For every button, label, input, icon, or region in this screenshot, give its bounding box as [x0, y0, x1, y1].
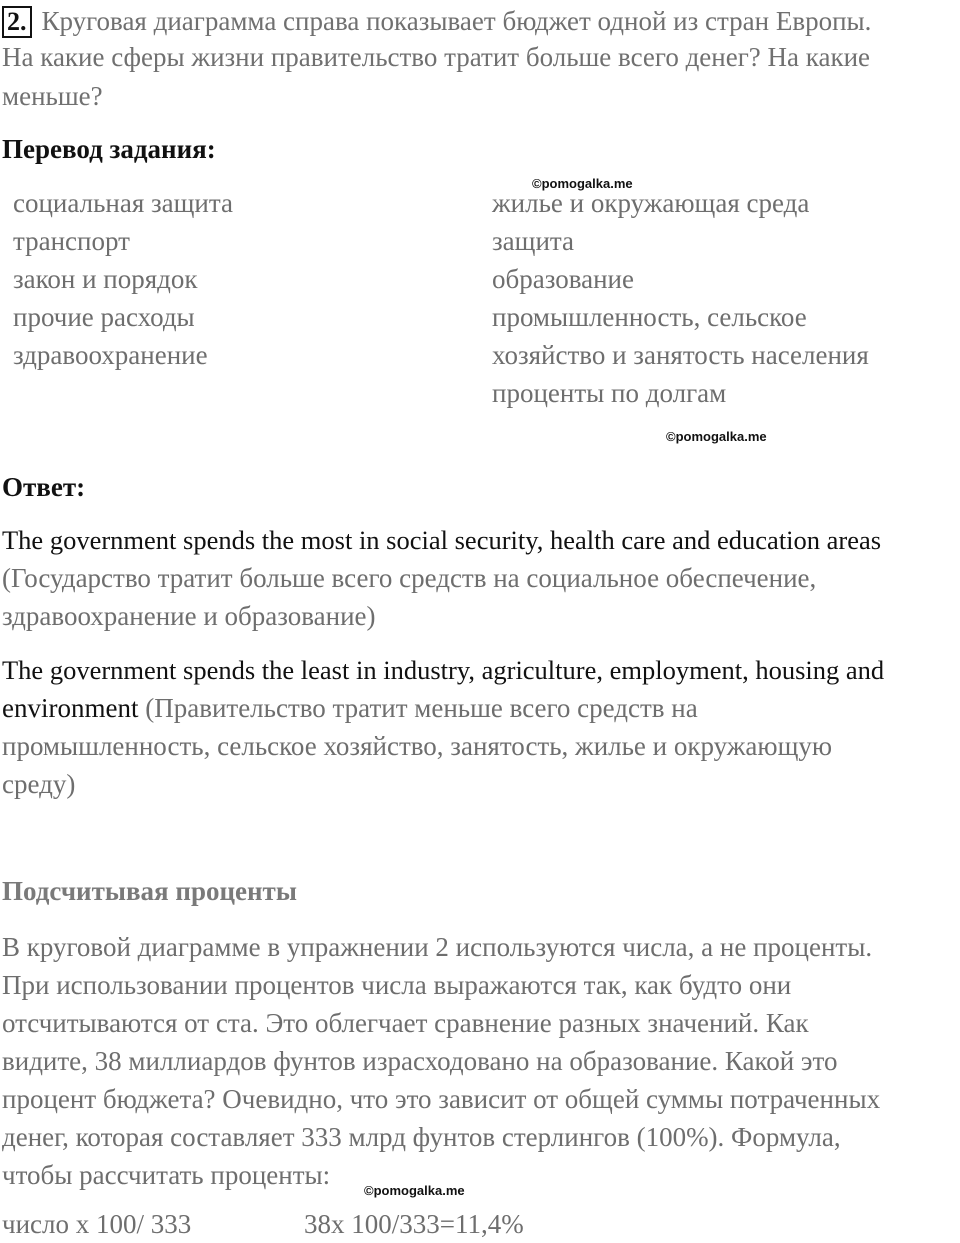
list-item: проценты по долгам — [492, 378, 727, 408]
paragraph-line: чтобы рассчитать проценты: — [2, 1160, 331, 1190]
answer-2-english-2: environment — [2, 693, 139, 723]
paragraph-line: отсчитываются от ста. Это облегчает сравнение разных значений. Как — [2, 1008, 809, 1038]
answer-2-russian-2: промышленность, сельское хозяйство, занятость, жилье и окружающую — [2, 731, 833, 761]
translation-heading: Перевод задания: — [2, 134, 216, 164]
list-item: прочие расходы — [13, 302, 195, 332]
answer-2-russian-1: (Правительство тратит меньше всего средств на — [138, 693, 698, 723]
task-line-3: меньше? — [2, 81, 103, 111]
list-item: закон и порядок — [13, 264, 198, 294]
paragraph-line: денег, которая составляет 333 млрд фунтов стерлингов (100%). Формула, — [2, 1122, 841, 1152]
paragraph-line: видите, 38 миллиардов фунтов израсходовано на образование. Какой это — [2, 1046, 838, 1076]
task-number: 2. — [2, 6, 32, 38]
task-line-1 — [2, 2, 871, 40]
formula: число х 100/ 333 — [2, 1209, 192, 1239]
paragraph-line: процент бюджета? Очевидно, что это зависит от общей суммы потраченных — [2, 1084, 881, 1114]
list-item: здравоохранение — [13, 340, 208, 370]
list-item: транспорт — [13, 226, 130, 256]
list-item: жилье и окружающая среда — [492, 188, 810, 218]
answer-2-english-1: The government spends the least in industry, agriculture, employment, housing and — [2, 655, 885, 685]
answer-1-english: The government spends the most in social security, health care and education areas — [2, 525, 882, 555]
list-item: социальная защита — [13, 188, 233, 218]
answer-2-line-2 — [2, 689, 698, 727]
watermark: ©pomogalka.me — [364, 1183, 465, 1198]
list-item: промышленность, сельское — [492, 302, 807, 332]
task-line-2: На какие сферы жизни правительство тратит больше всего денег? На какие — [2, 42, 871, 72]
watermark: ©pomogalka.me — [666, 429, 767, 444]
answer-1-russian-1: (Государство тратит больше всего средств на социальное обеспечение, — [2, 563, 817, 593]
left-translation-list — [13, 184, 233, 374]
answer-heading: Ответ: — [2, 472, 86, 502]
watermark: ©pomogalka.me — [532, 176, 633, 191]
paragraph-line: При использовании процентов числа выражаются так, как будто они — [2, 970, 792, 1000]
right-translation-list — [492, 184, 869, 412]
task-text-1: Круговая диаграмма справа показывает бюджет одной из стран Европы. — [41, 6, 872, 36]
paragraph-line: В круговой диаграмме в упражнении 2 используются числа, а не проценты. — [2, 932, 873, 962]
answer-1-russian-2: здравоохранение и образование) — [2, 601, 376, 631]
calculation: 38х 100/333=11,4% — [304, 1209, 524, 1239]
list-item: образование — [492, 264, 634, 294]
answer-2-russian-3: среду) — [2, 769, 76, 799]
list-item: защита — [492, 226, 575, 256]
list-item: хозяйство и занятость населения — [492, 340, 869, 370]
section-heading: Подсчитывая проценты — [2, 876, 297, 906]
